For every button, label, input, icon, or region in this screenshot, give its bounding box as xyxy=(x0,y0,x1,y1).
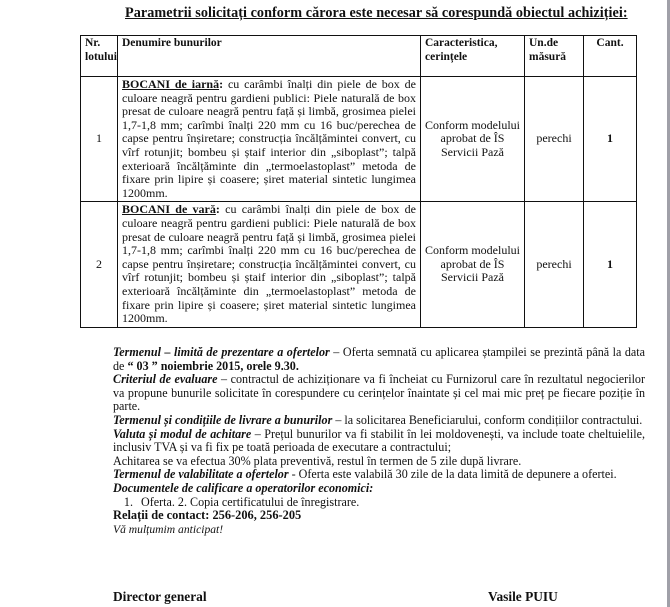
list-number: 1. xyxy=(123,494,133,509)
goods-title: BOCANI de vară xyxy=(122,202,216,217)
goods-description: cu carâmbi înalți din piele de box de culoare neagră pentru gardieni publici: Piele naturală de box presat de culoare neagră pentru față și limbă, grosimea pielei 1,7-1,8 mm; carîmbi înalți 220 mm cu 16 buc/perechea de capse pentru înșiretare; construcția încălțămintei convert, cu vîrf rotunjit; bombeu și ștaif interior din „siboplast”; talpă exterioară încălțăminte din „termoelastoplast” metoda de fixare prin lipire și coasere; șiret material sintetic lungimea 1200mm. xyxy=(122,202,417,326)
lot-number-cell: 2 xyxy=(81,202,118,327)
goods-description-cell xyxy=(118,202,421,327)
delivery-label: Termenul și condițiile de livrare a bunurilor xyxy=(113,412,333,427)
header-goods-name: Denumire bunurilor xyxy=(118,36,421,77)
signature-block xyxy=(113,589,573,605)
header-unit: Un.de măsură xyxy=(525,36,584,77)
thanks-note: Vă mulțumim anticipat! xyxy=(113,522,224,536)
criteria-label: Criteriul de evaluare xyxy=(113,372,218,387)
table-row xyxy=(81,202,637,327)
signer-role: Director general xyxy=(113,589,207,604)
header-quantity: Cant. xyxy=(584,36,637,77)
goods-title-colon: : xyxy=(215,202,220,217)
goods-title-colon: : xyxy=(219,77,224,91)
deadline-paragraph xyxy=(113,346,645,373)
goods-description: cu carâmbi înalți din piele de box de culoare neagră pentru gardieni publici: Piele naturală de box presat de culoare neagră pentru față și limbă, grosimea pielei 1,7-1,8 mm; carîmbi înalți 220 mm cu 16 buc/perechea de capse pentru înșiretare; construcția încălțămintei convert, cu vîrf rotunjit; bombeu și ștaif interior din „siboplast”; talpă exterioară încălțăminte din „termoelastoplast” metoda de fixare prin lipire și coasere; șiret material sintetic lungimea 1200mm. xyxy=(122,77,417,200)
goods-title: BOCANI de iarnă xyxy=(122,77,220,91)
table-header-row xyxy=(81,36,637,77)
document-title: Parametrii solicitați conform cărora este necesar să corespundă obiectul achiziției: xyxy=(125,5,628,21)
documents-label: Documentele de calificare a operatorilor economici: xyxy=(113,480,374,495)
table-row xyxy=(81,77,637,202)
criteria-paragraph xyxy=(113,373,645,414)
quantity-cell: 1 xyxy=(584,77,637,202)
validity-paragraph xyxy=(113,468,645,482)
characteristics-cell: Conform modelului aprobat de ÎS Servicii Pază xyxy=(421,77,525,202)
lot-number-cell: 1 xyxy=(81,77,118,202)
delivery-text: – la solicitarea Beneficiarului, conform condițiilor contractului. xyxy=(332,412,643,427)
specifications-table xyxy=(80,35,637,328)
deadline-text: – Oferta semnată cu aplicarea ștampilei se prezintă până la data de xyxy=(113,345,646,373)
delivery-paragraph xyxy=(113,414,645,428)
contact-info: Relații de contact: 256-206, 256-205 xyxy=(113,508,302,523)
header-lot-number: Nr. lotului xyxy=(81,36,118,77)
unit-cell: perechi xyxy=(525,77,584,202)
currency-text: – Prețul bunurilor va fi stabilit în lei moldovenești, va include toate cheltuielile, inclusiv TVA și va fi fix pe toată perioada de executare a contractului; xyxy=(113,426,645,455)
deadline-date: “ 03 ” noiembrie 2015, orele 9.30. xyxy=(127,358,299,373)
signer-name: Vasile PUIU xyxy=(488,589,558,604)
header-characteristics: Caracteristica, cerințele xyxy=(421,36,525,77)
documents-list-item xyxy=(113,496,645,510)
terms-section xyxy=(113,346,645,536)
unit-cell: perechi xyxy=(525,202,584,327)
criteria-text: – contractul de achiziționare va fi încheiat cu Furnizorul care în rezultatul negocierilor va propune bunurile solicitate în corespundere cu cerințelor înaintate și cel mai mic preț pe fiecare poziție în parte. xyxy=(113,372,646,414)
currency-label: Valuta și modul de achitare xyxy=(113,426,252,441)
characteristics-cell: Conform modelului aprobat de ÎS Servicii Pază xyxy=(421,202,525,327)
quantity-cell: 1 xyxy=(584,202,637,327)
goods-description-cell xyxy=(118,77,421,202)
payment-paragraph: Achitarea se va efectua 30% plata preventivă, restul în termen de 5 zile după livrare. xyxy=(113,453,522,468)
validity-label: Termenul de valabilitate a ofertelor xyxy=(113,467,289,482)
validity-text: - Oferta este valabilă 30 zile de la data limită de depunere a ofertei. xyxy=(288,467,617,482)
currency-paragraph xyxy=(113,428,645,455)
list-text: Oferta. 2. Copia certificatului de înregistrare. xyxy=(141,494,360,509)
deadline-label: Termenul – limită de prezentare a ofertelor xyxy=(113,345,330,359)
